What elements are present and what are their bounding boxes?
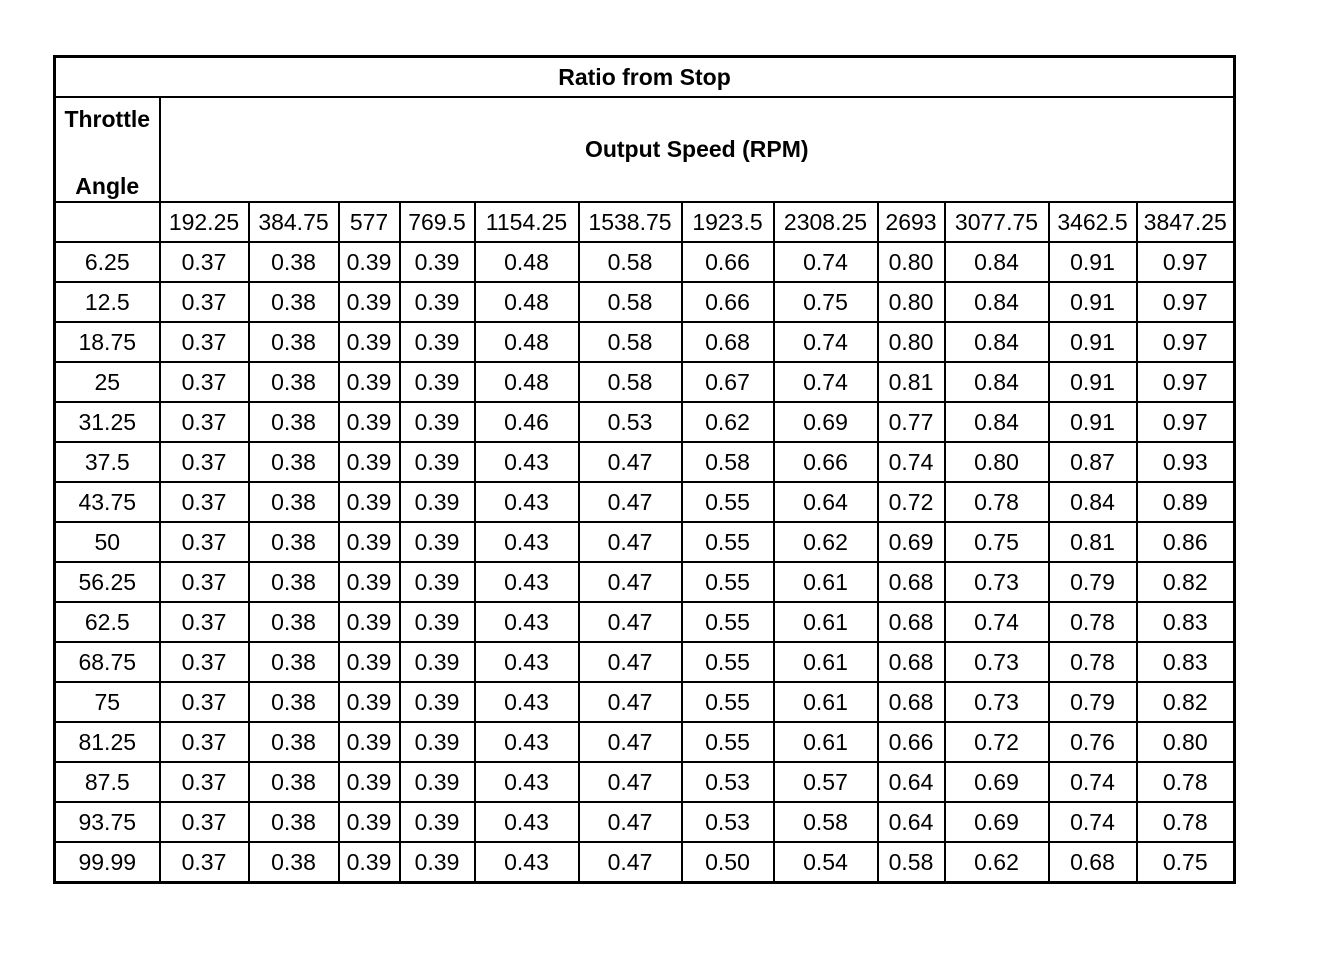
ratio-value-cell: 0.68 [878,562,945,602]
ratio-value-cell: 0.54 [774,842,878,883]
ratio-value-cell: 0.43 [475,642,579,682]
ratio-value-cell: 0.55 [682,722,774,762]
ratio-value-cell: 0.58 [579,322,682,362]
ratio-value-cell: 0.39 [400,442,475,482]
ratio-value-cell: 0.39 [339,402,400,442]
table-row [55,242,1235,282]
ratio-value-cell: 0.58 [682,442,774,482]
ratio-value-cell: 0.81 [1049,522,1137,562]
ratio-value-cell: 0.37 [160,282,249,322]
ratio-value-cell: 0.61 [774,682,878,722]
ratio-value-cell: 0.37 [160,522,249,562]
output-speed-cell: 577 [339,202,400,242]
ratio-value-cell: 0.47 [579,722,682,762]
ratio-value-cell: 0.68 [682,322,774,362]
ratio-value-cell: 0.68 [878,602,945,642]
ratio-value-cell: 0.91 [1049,282,1137,322]
ratio-value-cell: 0.47 [579,642,682,682]
table-row [55,722,1235,762]
ratio-value-cell: 0.38 [249,682,339,722]
ratio-value-cell: 0.38 [249,802,339,842]
ratio-value-cell: 0.73 [945,642,1049,682]
ratio-value-cell: 0.91 [1049,362,1137,402]
output-speed-cell: 1923.5 [682,202,774,242]
ratio-value-cell: 0.37 [160,482,249,522]
ratio-value-cell: 0.58 [579,362,682,402]
table-row [55,522,1235,562]
ratio-value-cell: 0.37 [160,642,249,682]
ratio-value-cell: 0.48 [475,362,579,402]
ratio-value-cell: 0.39 [339,442,400,482]
ratio-value-cell: 0.83 [1137,642,1235,682]
ratio-value-cell: 0.74 [774,242,878,282]
ratio-value-cell: 0.55 [682,482,774,522]
ratio-value-cell: 0.37 [160,722,249,762]
ratio-value-cell: 0.97 [1137,282,1235,322]
ratio-value-cell: 0.37 [160,842,249,883]
ratio-value-cell: 0.78 [1049,602,1137,642]
corner-cell [55,202,160,242]
ratio-value-cell: 0.39 [400,602,475,642]
ratio-value-cell: 0.68 [878,642,945,682]
ratio-value-cell: 0.58 [579,242,682,282]
ratio-value-cell: 0.58 [878,842,945,883]
table-row [55,482,1235,522]
ratio-value-cell: 0.80 [1137,722,1235,762]
ratio-value-cell: 0.69 [945,762,1049,802]
ratio-value-cell: 0.39 [400,482,475,522]
ratio-value-cell: 0.62 [682,402,774,442]
ratio-value-cell: 0.81 [878,362,945,402]
ratio-value-cell: 0.69 [945,802,1049,842]
ratio-value-cell: 0.86 [1137,522,1235,562]
ratio-value-cell: 0.38 [249,722,339,762]
table-row [55,282,1235,322]
ratio-value-cell: 0.39 [339,562,400,602]
ratio-value-cell: 0.73 [945,682,1049,722]
ratio-value-cell: 0.43 [475,722,579,762]
ratio-value-cell: 0.58 [579,282,682,322]
ratio-value-cell: 0.82 [1137,682,1235,722]
ratio-value-cell: 0.39 [339,842,400,883]
ratio-value-cell: 0.43 [475,602,579,642]
output-speed-cell: 1154.25 [475,202,579,242]
ratio-value-cell: 0.74 [774,322,878,362]
ratio-value-cell: 0.38 [249,842,339,883]
ratio-value-cell: 0.37 [160,682,249,722]
table-row [55,682,1235,722]
throttle-angle-cell: 56.25 [55,562,160,602]
output-speed-cell: 384.75 [249,202,339,242]
ratio-value-cell: 0.37 [160,602,249,642]
ratio-value-cell: 0.47 [579,442,682,482]
output-speed-cell: 1538.75 [579,202,682,242]
ratio-value-cell: 0.84 [945,242,1049,282]
ratio-value-cell: 0.58 [774,802,878,842]
ratio-value-cell: 0.91 [1049,402,1137,442]
ratio-value-cell: 0.38 [249,282,339,322]
ratio-value-cell: 0.39 [400,322,475,362]
ratio-value-cell: 0.47 [579,602,682,642]
throttle-angle-cell: 43.75 [55,482,160,522]
ratio-value-cell: 0.97 [1137,322,1235,362]
throttle-angle-cell: 81.25 [55,722,160,762]
ratio-value-cell: 0.61 [774,722,878,762]
ratio-value-cell: 0.57 [774,762,878,802]
table-row [55,402,1235,442]
ratio-value-cell: 0.47 [579,802,682,842]
ratio-value-cell: 0.97 [1137,242,1235,282]
ratio-value-cell: 0.39 [400,282,475,322]
ratio-value-cell: 0.39 [400,402,475,442]
table-row [55,322,1235,362]
ratio-value-cell: 0.89 [1137,482,1235,522]
ratio-value-cell: 0.39 [400,242,475,282]
ratio-value-cell: 0.50 [682,842,774,883]
throttle-angle-cell: 62.5 [55,602,160,642]
throttle-header-line-1: Throttle [64,106,151,132]
ratio-value-cell: 0.72 [945,722,1049,762]
ratio-value-cell: 0.64 [878,802,945,842]
throttle-angle-cell: 31.25 [55,402,160,442]
ratio-value-cell: 0.74 [1049,802,1137,842]
ratio-value-cell: 0.80 [878,242,945,282]
ratio-value-cell: 0.84 [1049,482,1137,522]
ratio-value-cell: 0.47 [579,682,682,722]
ratio-value-cell: 0.91 [1049,242,1137,282]
ratio-value-cell: 0.37 [160,322,249,362]
ratio-value-cell: 0.43 [475,562,579,602]
ratio-value-cell: 0.43 [475,762,579,802]
ratio-value-cell: 0.69 [774,402,878,442]
throttle-angle-cell: 12.5 [55,282,160,322]
ratio-value-cell: 0.66 [682,282,774,322]
ratio-value-cell: 0.39 [339,362,400,402]
ratio-value-cell: 0.66 [878,722,945,762]
ratio-value-cell: 0.78 [1049,642,1137,682]
ratio-value-cell: 0.68 [878,682,945,722]
ratio-value-cell: 0.55 [682,642,774,682]
ratio-value-cell: 0.38 [249,602,339,642]
ratio-value-cell: 0.64 [878,762,945,802]
table-row [55,802,1235,842]
ratio-value-cell: 0.39 [339,282,400,322]
ratio-value-cell: 0.37 [160,242,249,282]
ratio-value-cell: 0.39 [400,722,475,762]
ratio-value-cell: 0.69 [878,522,945,562]
ratio-value-cell: 0.39 [339,482,400,522]
ratio-value-cell: 0.39 [339,602,400,642]
ratio-value-cell: 0.37 [160,442,249,482]
ratio-value-cell: 0.93 [1137,442,1235,482]
ratio-value-cell: 0.62 [945,842,1049,883]
throttle-angle-cell: 68.75 [55,642,160,682]
ratio-value-cell: 0.82 [1137,562,1235,602]
ratio-value-cell: 0.39 [400,562,475,602]
throttle-angle-cell: 50 [55,522,160,562]
ratio-value-cell: 0.43 [475,442,579,482]
throttle-angle-cell: 99.99 [55,842,160,883]
ratio-value-cell: 0.61 [774,562,878,602]
ratio-value-cell: 0.47 [579,482,682,522]
throttle-angle-cell: 93.75 [55,802,160,842]
ratio-value-cell: 0.66 [682,242,774,282]
ratio-value-cell: 0.87 [1049,442,1137,482]
ratio-value-cell: 0.91 [1049,322,1137,362]
ratio-value-cell: 0.47 [579,762,682,802]
output-speed-cell: 769.5 [400,202,475,242]
ratio-value-cell: 0.47 [579,562,682,602]
ratio-value-cell: 0.83 [1137,602,1235,642]
ratio-value-cell: 0.84 [945,322,1049,362]
ratio-value-cell: 0.61 [774,642,878,682]
table-row [55,842,1235,883]
ratio-value-cell: 0.39 [400,842,475,883]
ratio-value-cell: 0.39 [339,242,400,282]
throttle-angle-cell: 18.75 [55,322,160,362]
ratio-value-cell: 0.37 [160,402,249,442]
ratio-value-cell: 0.67 [682,362,774,402]
ratio-value-cell: 0.84 [945,282,1049,322]
output-speed-cell: 2693 [878,202,945,242]
ratio-value-cell: 0.55 [682,602,774,642]
ratio-table [53,55,1236,884]
ratio-value-cell: 0.38 [249,522,339,562]
table-row [55,442,1235,482]
ratio-value-cell: 0.39 [400,362,475,402]
ratio-value-cell: 0.75 [945,522,1049,562]
ratio-value-cell: 0.61 [774,602,878,642]
ratio-value-cell: 0.80 [878,322,945,362]
ratio-value-cell: 0.47 [579,522,682,562]
output-speed-cell: 192.25 [160,202,249,242]
ratio-value-cell: 0.64 [774,482,878,522]
ratio-value-cell: 0.62 [774,522,878,562]
ratio-value-cell: 0.78 [1137,762,1235,802]
ratio-value-cell: 0.43 [475,522,579,562]
ratio-value-cell: 0.53 [682,762,774,802]
ratio-value-cell: 0.37 [160,562,249,602]
output-speed-cell: 3462.5 [1049,202,1137,242]
throttle-angle-header [55,97,160,202]
throttle-angle-cell: 87.5 [55,762,160,802]
ratio-value-cell: 0.39 [339,722,400,762]
output-speed-header: Output Speed (RPM) [160,97,1235,202]
ratio-value-cell: 0.39 [400,522,475,562]
ratio-value-cell: 0.38 [249,402,339,442]
table-row [55,642,1235,682]
ratio-value-cell: 0.38 [249,242,339,282]
ratio-value-cell: 0.37 [160,762,249,802]
ratio-value-cell: 0.43 [475,682,579,722]
table-title: Ratio from Stop [55,57,1235,98]
ratio-value-cell: 0.78 [945,482,1049,522]
ratio-value-cell: 0.74 [1049,762,1137,802]
header-row [55,97,1235,202]
table-row [55,602,1235,642]
ratio-value-cell: 0.74 [945,602,1049,642]
ratio-value-cell: 0.38 [249,762,339,802]
throttle-angle-cell: 6.25 [55,242,160,282]
ratio-value-cell: 0.78 [1137,802,1235,842]
ratio-value-cell: 0.37 [160,362,249,402]
ratio-value-cell: 0.39 [339,682,400,722]
output-speed-row [55,202,1235,242]
ratio-value-cell: 0.76 [1049,722,1137,762]
ratio-value-cell: 0.53 [579,402,682,442]
ratio-value-cell: 0.72 [878,482,945,522]
ratio-value-cell: 0.39 [339,802,400,842]
ratio-value-cell: 0.46 [475,402,579,442]
ratio-value-cell: 0.39 [400,682,475,722]
output-speed-cell: 3077.75 [945,202,1049,242]
table-row [55,762,1235,802]
throttle-angle-cell: 37.5 [55,442,160,482]
ratio-value-cell: 0.74 [774,362,878,402]
throttle-angle-cell: 25 [55,362,160,402]
ratio-value-cell: 0.38 [249,482,339,522]
ratio-value-cell: 0.80 [945,442,1049,482]
output-speed-cell: 3847.25 [1137,202,1235,242]
ratio-value-cell: 0.55 [682,562,774,602]
table-row [55,362,1235,402]
ratio-value-cell: 0.53 [682,802,774,842]
throttle-header-line-2: Angle [75,173,140,199]
ratio-value-cell: 0.37 [160,802,249,842]
ratio-value-cell: 0.47 [579,842,682,883]
ratio-value-cell: 0.39 [339,762,400,802]
output-speed-cell: 2308.25 [774,202,878,242]
ratio-value-cell: 0.97 [1137,362,1235,402]
ratio-value-cell: 0.77 [878,402,945,442]
ratio-value-cell: 0.97 [1137,402,1235,442]
ratio-value-cell: 0.39 [339,322,400,362]
ratio-value-cell: 0.39 [400,802,475,842]
ratio-value-cell: 0.39 [400,642,475,682]
ratio-value-cell: 0.38 [249,442,339,482]
ratio-value-cell: 0.38 [249,322,339,362]
ratio-value-cell: 0.48 [475,242,579,282]
ratio-value-cell: 0.38 [249,642,339,682]
ratio-value-cell: 0.66 [774,442,878,482]
ratio-value-cell: 0.39 [339,522,400,562]
ratio-value-cell: 0.43 [475,802,579,842]
ratio-value-cell: 0.68 [1049,842,1137,883]
ratio-value-cell: 0.38 [249,362,339,402]
ratio-value-cell: 0.84 [945,362,1049,402]
ratio-value-cell: 0.48 [475,282,579,322]
ratio-value-cell: 0.79 [1049,562,1137,602]
ratio-value-cell: 0.74 [878,442,945,482]
ratio-value-cell: 0.38 [249,562,339,602]
ratio-value-cell: 0.43 [475,482,579,522]
ratio-value-cell: 0.79 [1049,682,1137,722]
ratio-value-cell: 0.75 [1137,842,1235,883]
ratio-value-cell: 0.73 [945,562,1049,602]
ratio-value-cell: 0.43 [475,842,579,883]
table-row [55,562,1235,602]
throttle-angle-cell: 75 [55,682,160,722]
ratio-value-cell: 0.39 [339,642,400,682]
ratio-value-cell: 0.80 [878,282,945,322]
ratio-value-cell: 0.75 [774,282,878,322]
title-row [55,57,1235,98]
ratio-value-cell: 0.55 [682,522,774,562]
ratio-value-cell: 0.84 [945,402,1049,442]
ratio-value-cell: 0.39 [400,762,475,802]
ratio-value-cell: 0.48 [475,322,579,362]
ratio-value-cell: 0.55 [682,682,774,722]
